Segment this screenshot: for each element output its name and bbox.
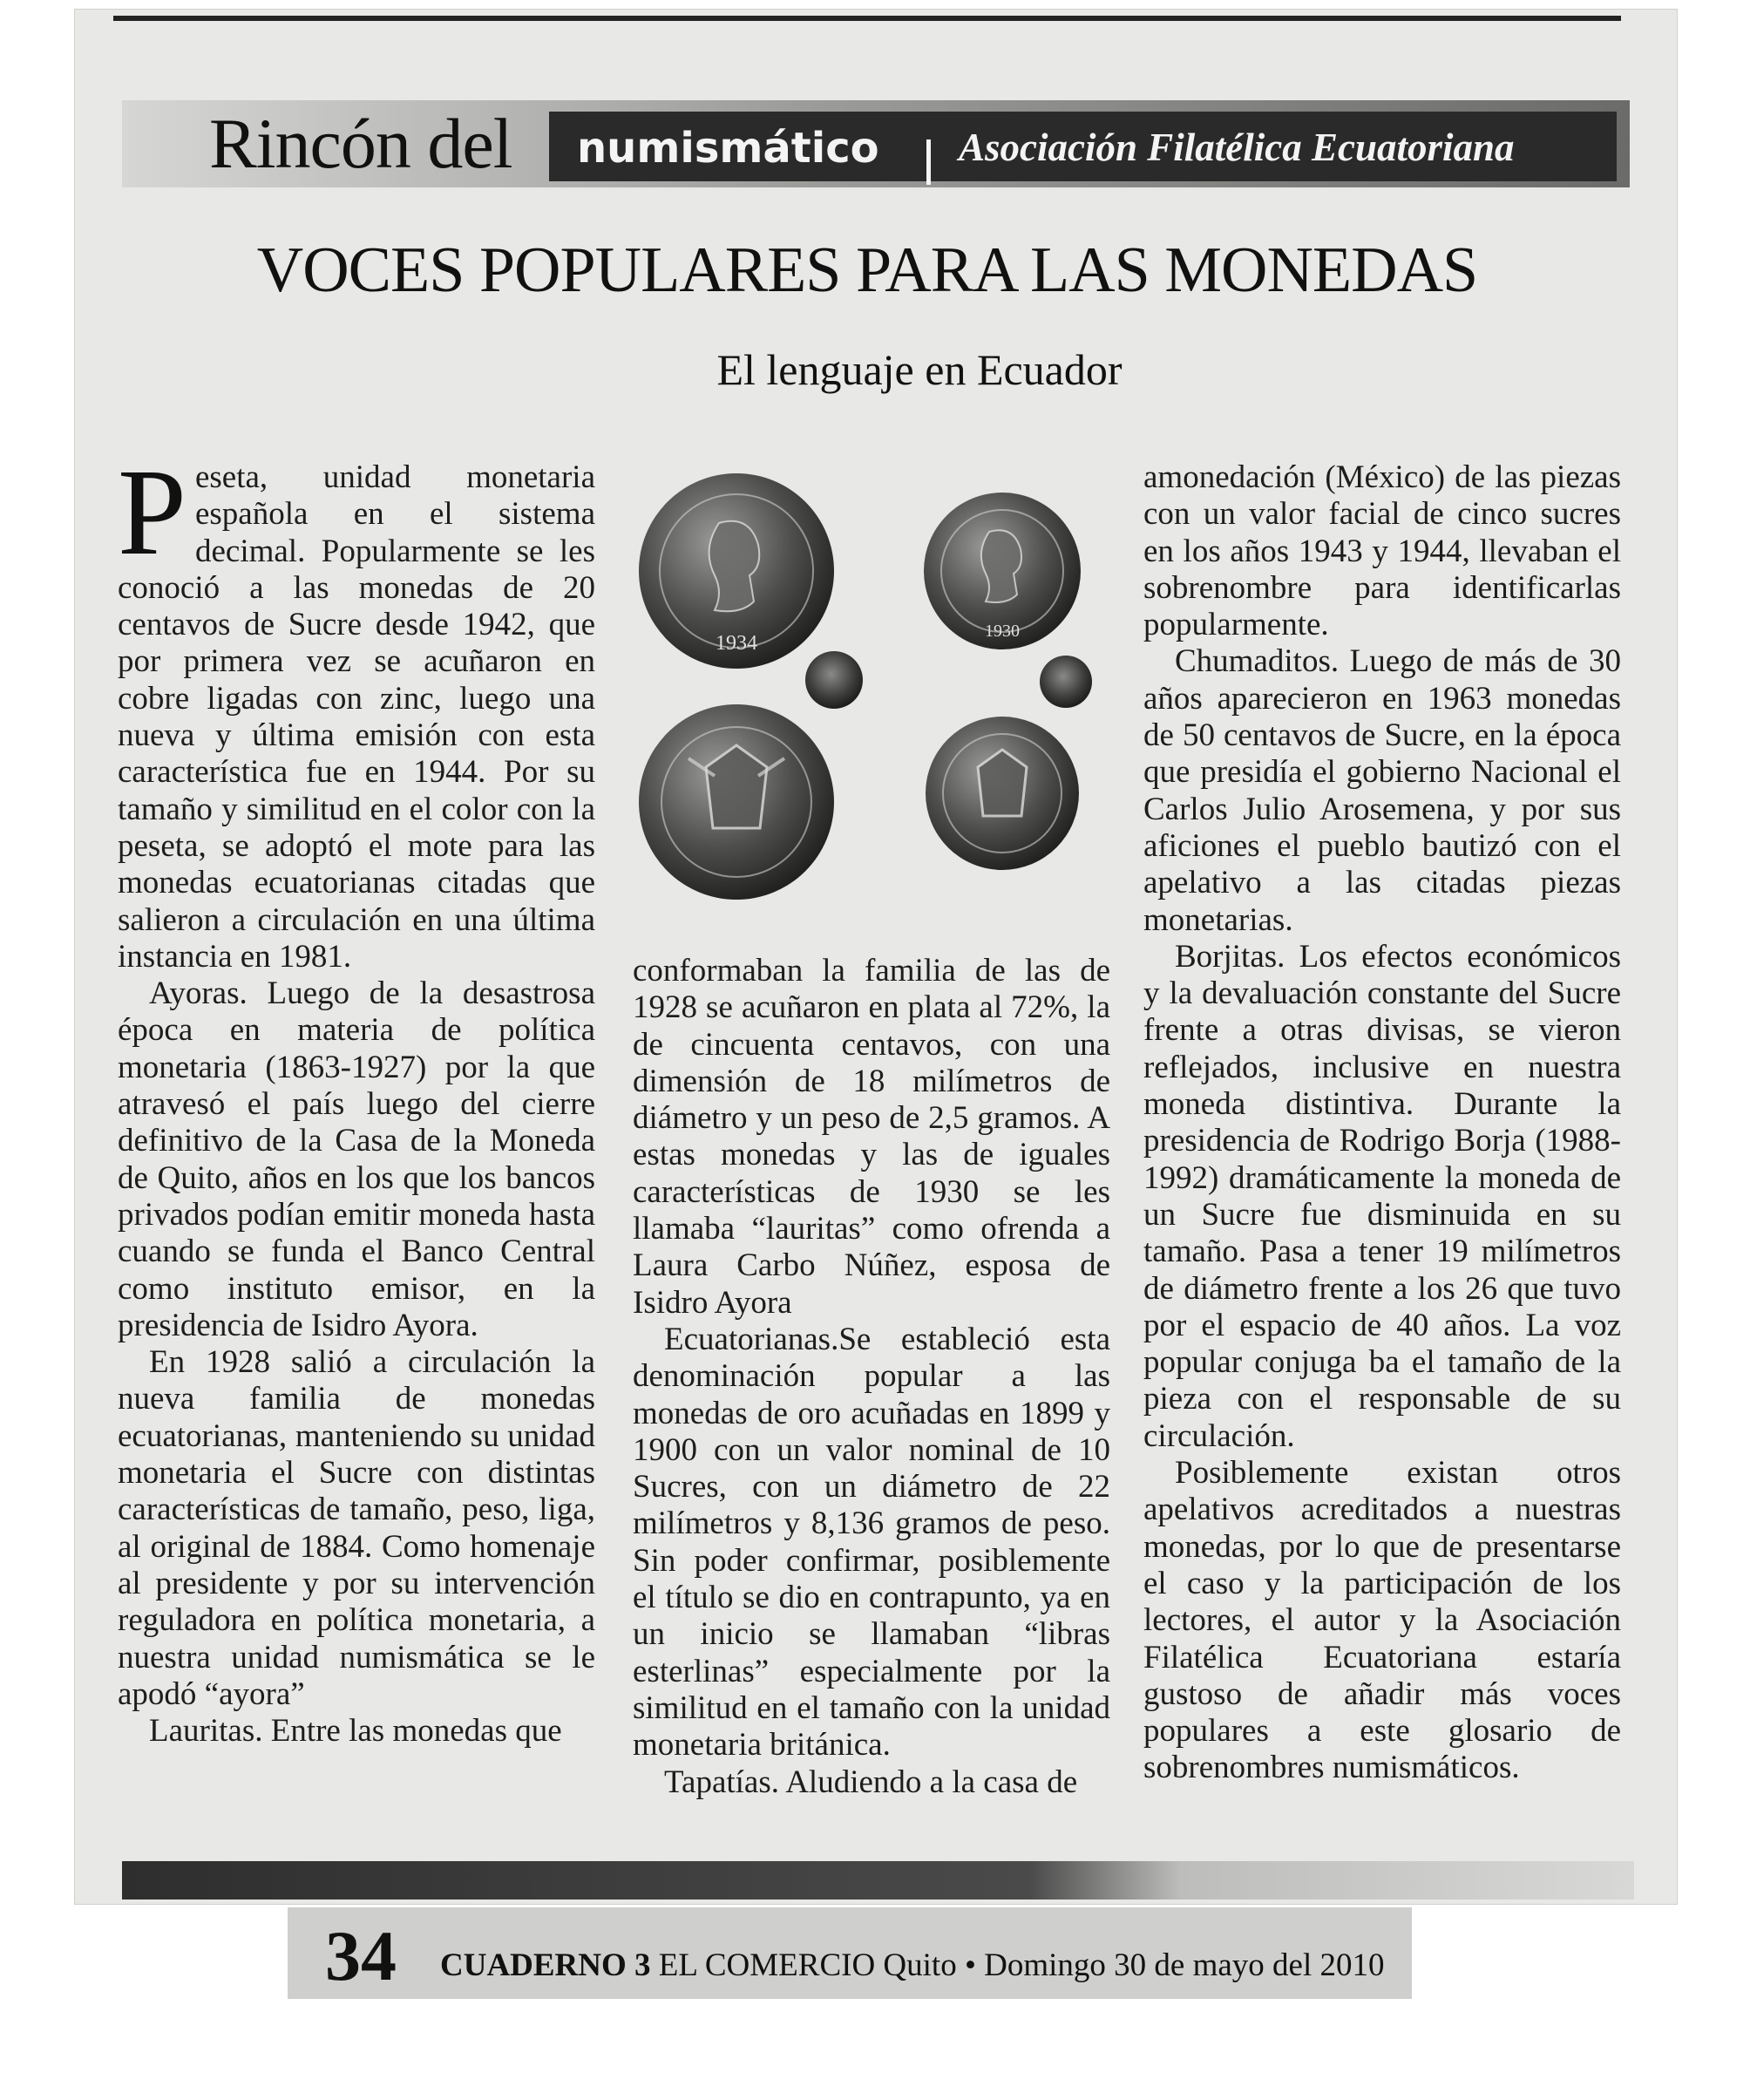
paragraph: conformaban la familia de las de 1928 se acuñaron en plata al 72%, la de cincuenta centavos, con una dimensión de 18 milímetros de diámetro y un peso de 2,5 gramos. A estas monedas y las de iguales características de 1930 se les llamaba “lauritas” como ofrenda a Laura Carbo Núñez, esposa de Isidro Ayora <box>633 953 1110 1321</box>
paragraph: Lauritas. Entre las monedas que <box>149 1713 562 1750</box>
article-subheadline: El lenguaje en Ecuador <box>716 345 1123 394</box>
section-organization: Asociación Filatélica Ecuatoriana <box>959 126 1515 169</box>
small-coin-right <box>1040 656 1092 708</box>
article-column-2 <box>633 953 1110 1801</box>
paragraph: Ecuatorianas.Se estableció esta denominación popular a las monedas de oro acuñadas en 1899 y 1900 con un valor nominal de 10 Sucres, con un diámetro de 22 milímetros y 8,136 gramos de peso. Sin poder confirmar, posiblemente el título se dio en contrapunto, ya en un inicio se llamaban “libras esterlinas” especialmente por la similitud en el tamaño con la unidad monetaria británica. <box>633 1321 1110 1764</box>
coin-1934-year: 1934 <box>716 632 757 655</box>
coin-small-reverse <box>926 717 1079 870</box>
section-title-part2: numismático <box>577 124 879 173</box>
page-number: 34 <box>325 1916 397 1995</box>
article-headline: VOCES POPULARES PARA LAS MONEDAS <box>256 234 1478 306</box>
paragraph: Ayoras. Luego de la desastrosa época en materia de política monetaria (1863-1927) por la que atravesó el país luego del cierre definitivo de la Casa de la Moneda de Quito, años en los que los bancos privados podían emitir moneda hasta cuando se funda el Banco Central como instituto emisor, en la presidencia de Isidro Ayora. <box>118 975 595 1343</box>
coin-un-sucre-reverse <box>639 704 834 900</box>
footer-dateline: Quito • Domingo 30 de mayo del 2010 <box>883 1947 1385 1983</box>
paragraph: Posiblemente existan otros apelativos acreditados a nuestras monedas, por lo que de presentarse el caso y la participación de los lectores, el autor y la Asociación Filatélica Ecuatoriana estaría gustoso de añadir más voces populares a este glosario de sobrenombres numismáticos. <box>1143 1455 1621 1786</box>
article-column-3 <box>1143 459 1621 1787</box>
coin-1930-obverse <box>924 493 1081 649</box>
section-title-part1: Rincón del <box>209 104 512 183</box>
paragraph: amonedación (México) de las piezas con un valor facial de cinco sucres en los años 1943 y 1944, llevaban el sobrenombre para identificarlas popularmente. <box>1143 459 1621 643</box>
footer-line <box>440 1947 1385 1984</box>
coin-1930-year: 1930 <box>985 622 1020 641</box>
bottom-rule-band <box>122 1861 1634 1900</box>
header-divider <box>926 139 931 185</box>
paragraph: eseta, unidad monetaria española en el sistema decimal. Popularmente se les conoció a las monedas de 20 centavos de Sucre desde 1942, que por primera vez se acuñaron en cobre ligadas con zinc, luego una nueva y última emisión con esta característica fue en 1944. Por su tamaño y similitud en el color con la peseta, se adoptó el mote para las monedas ecuatorianas citadas que salieron a circulación en una última instancia en 1981. <box>118 459 595 975</box>
footer-section: CUADERNO 3 <box>440 1947 651 1983</box>
paragraph: Chumaditos. Luego de más de 30 años aparecieron en 1963 monedas de 50 centavos de Sucre, en la época que presidía el gobierno Nacional el Carlos Julio Arosemena, y por sus aficiones el pueblo bautizó con el apelativo a las citadas piezas monetarias. <box>1143 643 1621 938</box>
paragraph: Tapatías. Aludiendo a la casa de <box>664 1764 1078 1800</box>
paragraph: En 1928 salió a circulación la nueva familia de monedas ecuatorianas, manteniendo su unidad monetaria el Sucre con distintas características de tamaño, peso, liga, al original de 1884. Como homenaje al presidente y por su intervención reguladora en política monetaria, a nuestra unidad numismática se le apodó “ayora” <box>118 1344 595 1712</box>
footer-newspaper: EL COMERCIO <box>658 1947 876 1983</box>
top-rule <box>113 16 1621 21</box>
small-coin-left <box>805 651 863 709</box>
coin-1934-obverse <box>639 473 834 669</box>
article-column-1 <box>118 443 595 1750</box>
coins-photo <box>636 471 1107 907</box>
drop-cap: P <box>118 443 187 581</box>
paragraph: Borjitas. Los efectos económicos y la devaluación constante del Sucre frente a otras divisas, se vieron reflejados, inclusive en nuestra moneda distintiva. Durante la presidencia de Rodrigo Borja (1988-1992) dramáticamente la moneda de un Sucre fue disminuida en su tamaño. Pasa a tener 19 milímetros de diámetro frente a los 26 que tuvo por el espacio de 40 años. La voz popular conjuga ba el tamaño de la pieza con el responsable de su circulación. <box>1143 938 1621 1454</box>
